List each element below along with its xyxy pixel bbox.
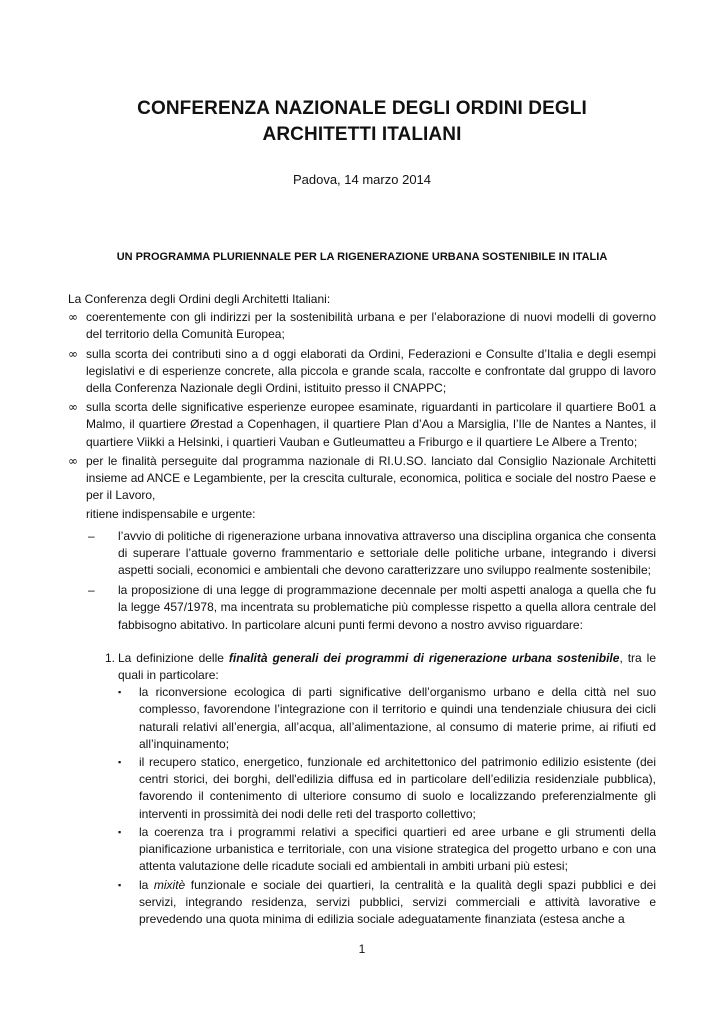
list-item-text: per le finalità perseguite dal programma nazionale di RI.U.SO. lanciato dal Consiglio Nazionale Architetti insieme ad ANCE e Legambiente, per la crescita culturale, economica, politica e sociale del nostro Paese e per il Lavoro, <box>86 453 656 503</box>
dash-bullet-icon: – <box>88 583 95 598</box>
document-body <box>68 291 656 929</box>
document-subtitle: UN PROGRAMMA PLURIENNALE PER LA RIGENERAZIONE URBANA SOSTENIBILE IN ITALIA <box>116 251 608 263</box>
infinity-bullet-icon: ∞ <box>68 310 78 325</box>
square-list-item-text: la riconversione ecologica di parti significative dell’organismo urbano e della città nel suo complesso, favorendone l’integrazione con il territorio e quindi una tendenziale chiusura dei cicli naturali relativi all’energia, all’acqua, all’alimentazione, al consumo di materie prime, ai rifiuti ed all’inquinamento; <box>139 685 656 751</box>
list-item-text: sulla scorta dei contributi sino a d oggi elaborati da Ordini, Federazioni e Consulte d’Italia e degli esempi legislativi e di esperienze concrete, alla piccola e grande scala, raccolte e confrontate dal gruppo di lavoro della Conferenza Nazionale degli Ordini, istituito presso il CNAPPC; <box>86 346 656 396</box>
list-item-text: coerentemente con gli indirizzi per la sostenibilità urbana e per l’elaborazione di nuovi modelli di governo del territorio della Comunità Europea; <box>86 310 656 342</box>
square-bullet-icon: ▪ <box>118 879 122 890</box>
square-list-item <box>68 754 656 823</box>
numbered-list-item <box>68 650 656 684</box>
list-number: 1. <box>105 650 116 665</box>
square-list-item-text: la coerenza tra i programmi relativi a specifici quartieri ed aree urbane e gli strumenti della pianificazione urbanistica e territoriale, con una visione strategica del progetto urbano e con una attenta valutazione delle ricadute sociali ed ambientali in ambiti urbani più estesi; <box>139 824 656 874</box>
dash-list-item <box>68 582 656 634</box>
numbered-text-after: , tra le quali in particolare: <box>118 650 656 683</box>
dash-list-item <box>68 528 656 580</box>
square-bullet-icon: ▪ <box>118 826 122 837</box>
list-item-text: sulla scorta delle significative esperienze europee esaminate, riguardanti in particolare il quartiere Bo01 a Malmo, il quartiere Ørestad a Copenhagen, il quartiere Plan d’Aou a Marsiglia, l’Ile de Nantes a Nantes, il quartiere Viikki a Helsinki, i quartieri Vauban e Gutleumatteu a Friburgo e il quartiere Le Albere a Trento; <box>86 400 656 449</box>
ritiene-paragraph: ritiene indispensabile e urgente: <box>86 507 256 522</box>
list-item <box>68 399 656 451</box>
list-item <box>68 346 656 398</box>
document-title: CONFERENZA NAZIONALE DEGLI ORDINI DEGLI ARCHITETTI ITALIANI <box>137 98 587 145</box>
last-item-italic: mixitè <box>153 877 186 892</box>
dash-list-item-text: la proposizione di una legge di programmazione decennale per molti aspetti analoga a quella che fu la legge 457/1978, ma incentrata su problematiche più complesse rispetto a quella allora centrale del fabbisogno abitativo. In particolare alcuni punti fermi devono a nostro avviso riguardare: <box>118 583 656 632</box>
document-date: Padova, 14 marzo 2014 <box>292 172 432 187</box>
square-bullet-icon: ▪ <box>118 687 122 698</box>
dash-bullet-icon: – <box>88 528 95 543</box>
last-item-text-before: la <box>139 877 154 892</box>
square-list-item <box>68 684 656 753</box>
infinity-bullet-icon: ∞ <box>68 400 78 415</box>
page-number: 1 <box>358 942 366 956</box>
infinity-bullet-icon: ∞ <box>68 346 78 361</box>
square-list-item <box>68 877 656 929</box>
dash-list-item-text: l’avvio di politiche di rigenerazione urbana innovativa attraverso una disciplina organica che consenta di superare l’attuale governo frammentario e settoriale delle politiche urbane, integrando i diversi aspetti sociali, economici e ambientali che devono caratterizzare uno sviluppo realmente sostenibile; <box>118 528 656 578</box>
numbered-text-before: La definizione delle <box>118 650 229 665</box>
square-bullet-icon: ▪ <box>118 757 122 768</box>
infinity-bullet-icon: ∞ <box>68 453 78 468</box>
intro-paragraph: La Conferenza degli Ordini degli Architetti Italiani: <box>68 292 331 306</box>
list-item <box>68 453 656 505</box>
last-item-text-after: funzionale e sociale dei quartieri, la centralità e la qualità degli spazi pubblici e dei servizi, integrando residenza, servizi pubblici, servizi commerciali e attività lavorative e prevedendo una quota minima di edilizia sociale adeguatamente finanziata (estesa anche a <box>139 877 656 926</box>
list-item <box>68 309 656 343</box>
numbered-emphasis: finalità generali dei programmi di rigenerazione urbana sostenibile <box>228 650 620 665</box>
square-list-item-text: il recupero statico, energetico, funzionale ed architettonico del patrimonio edilizio esistente (dei centri storici, dei borghi, dell'edilizia diffusa ed in particolare dell’edilizia residenziale pubblica), favorendo il contenimento di ulteriore consumo di suolo e localizzando preferenzialmente gli interventi in prossimità dei nodi delle reti del trasporto collettivo; <box>139 755 656 821</box>
square-list-item <box>68 824 656 876</box>
